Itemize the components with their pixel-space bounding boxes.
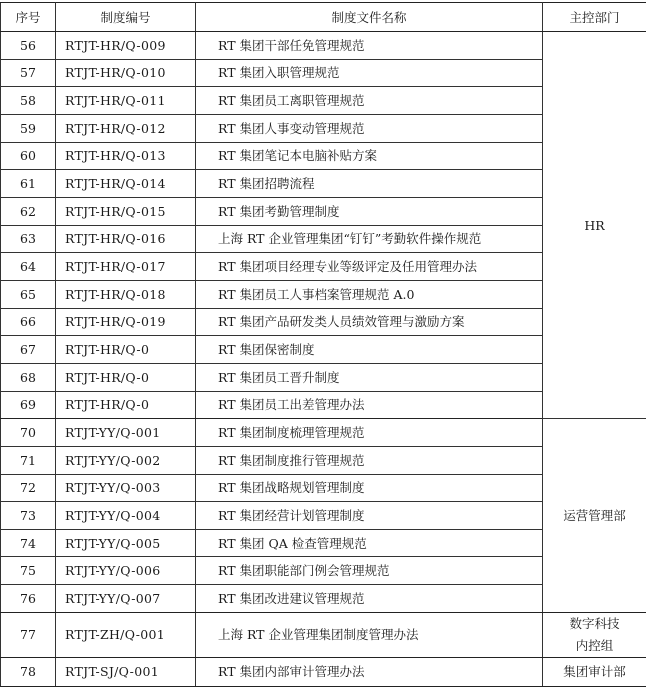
row-code: RTJT-YY/Q-003 bbox=[56, 474, 196, 502]
row-seq: 66 bbox=[1, 308, 56, 336]
row-seq: 76 bbox=[1, 585, 56, 613]
row-code: RTJT-HR/Q-0 bbox=[56, 336, 196, 364]
row-name: RT 集团项目经理专业等级评定及任用管理办法 bbox=[196, 253, 543, 281]
row-code: RTJT-HR/Q-014 bbox=[56, 170, 196, 198]
row-code: RTJT-HR/Q-0 bbox=[56, 363, 196, 391]
dept-cell-audit: 集团审计部 bbox=[543, 657, 646, 686]
row-seq: 68 bbox=[1, 363, 56, 391]
row-code: RTJT-HR/Q-016 bbox=[56, 225, 196, 253]
row-name: RT 集团人事变动管理规范 bbox=[196, 114, 543, 142]
row-code: RTJT-HR/Q-013 bbox=[56, 142, 196, 170]
row-name: RT 集团员工晋升制度 bbox=[196, 363, 543, 391]
row-seq: 72 bbox=[1, 474, 56, 502]
header-code: 制度编号 bbox=[56, 3, 196, 32]
row-name: RT 集团职能部门例会管理规范 bbox=[196, 557, 543, 585]
row-seq: 78 bbox=[1, 657, 56, 686]
row-name: RT 集团经营计划管理制度 bbox=[196, 502, 543, 530]
row-seq: 75 bbox=[1, 557, 56, 585]
row-name: RT 集团招聘流程 bbox=[196, 170, 543, 198]
dept-cell-hr: HR bbox=[543, 32, 646, 419]
row-name: RT 集团员工人事档案管理规范 A.0 bbox=[196, 280, 543, 308]
row-code: RTJT-HR/Q-019 bbox=[56, 308, 196, 336]
row-code: RTJT-YY/Q-002 bbox=[56, 446, 196, 474]
row-name: RT 集团员工离职管理规范 bbox=[196, 87, 543, 115]
row-name: RT 集团 QA 检查管理规范 bbox=[196, 529, 543, 557]
dept-cell-digital bbox=[543, 612, 646, 657]
row-code: RTJT-YY/Q-006 bbox=[56, 557, 196, 585]
table-row bbox=[1, 419, 646, 447]
row-code: RTJT-HR/Q-010 bbox=[56, 59, 196, 87]
row-seq: 62 bbox=[1, 197, 56, 225]
row-name: RT 集团战略规划管理制度 bbox=[196, 474, 543, 502]
row-code: RTJT-YY/Q-004 bbox=[56, 502, 196, 530]
row-seq: 56 bbox=[1, 32, 56, 60]
row-name: RT 集团制度推行管理规范 bbox=[196, 446, 543, 474]
row-seq: 69 bbox=[1, 391, 56, 419]
dept-cell-operations: 运营管理部 bbox=[543, 419, 646, 613]
row-name: RT 集团改进建议管理规范 bbox=[196, 585, 543, 613]
row-name: RT 集团干部任免管理规范 bbox=[196, 32, 543, 60]
row-code: RTJT-HR/Q-009 bbox=[56, 32, 196, 60]
table-row bbox=[1, 612, 646, 657]
row-code: RTJT-YY/Q-005 bbox=[56, 529, 196, 557]
row-seq: 58 bbox=[1, 87, 56, 115]
regulation-table bbox=[0, 2, 646, 687]
row-seq: 64 bbox=[1, 253, 56, 281]
row-code: RTJT-HR/Q-011 bbox=[56, 87, 196, 115]
table-body bbox=[1, 32, 646, 687]
row-seq: 63 bbox=[1, 225, 56, 253]
row-seq: 73 bbox=[1, 502, 56, 530]
row-code: RTJT-SJ/Q-001 bbox=[56, 657, 196, 686]
row-seq: 67 bbox=[1, 336, 56, 364]
row-name: 上海 RT 企业管理集团“钉钉”考勤软件操作规范 bbox=[196, 225, 543, 253]
row-name: 上海 RT 企业管理集团制度管理办法 bbox=[196, 612, 543, 657]
row-seq: 65 bbox=[1, 280, 56, 308]
row-seq: 59 bbox=[1, 114, 56, 142]
header-dept: 主控部门 bbox=[543, 3, 646, 32]
table-row bbox=[1, 32, 646, 60]
row-name: RT 集团入职管理规范 bbox=[196, 59, 543, 87]
row-name: RT 集团产品研发类人员绩效管理与激励方案 bbox=[196, 308, 543, 336]
row-seq: 60 bbox=[1, 142, 56, 170]
header-name: 制度文件名称 bbox=[196, 3, 543, 32]
row-seq: 74 bbox=[1, 529, 56, 557]
row-code: RTJT-ZH/Q-001 bbox=[56, 612, 196, 657]
row-code: RTJT-YY/Q-007 bbox=[56, 585, 196, 613]
row-code: RTJT-HR/Q-012 bbox=[56, 114, 196, 142]
row-code: RTJT-HR/Q-018 bbox=[56, 280, 196, 308]
row-name: RT 集团保密制度 bbox=[196, 336, 543, 364]
row-code: RTJT-HR/Q-0 bbox=[56, 391, 196, 419]
row-name: RT 集团考勤管理制度 bbox=[196, 197, 543, 225]
header-seq: 序号 bbox=[1, 3, 56, 32]
row-seq: 61 bbox=[1, 170, 56, 198]
row-name: RT 集团笔记本电脑补贴方案 bbox=[196, 142, 543, 170]
row-seq: 71 bbox=[1, 446, 56, 474]
row-name: RT 集团制度梳理管理规范 bbox=[196, 419, 543, 447]
table-row bbox=[1, 657, 646, 686]
row-name: RT 集团内部审计管理办法 bbox=[196, 657, 543, 686]
row-code: RTJT-HR/Q-017 bbox=[56, 253, 196, 281]
table-header-row bbox=[1, 3, 646, 32]
row-seq: 57 bbox=[1, 59, 56, 87]
row-seq: 70 bbox=[1, 419, 56, 447]
row-seq: 77 bbox=[1, 612, 56, 657]
row-name: RT 集团员工出差管理办法 bbox=[196, 391, 543, 419]
dept-line-2: 内控组 bbox=[575, 637, 614, 653]
row-code: RTJT-HR/Q-015 bbox=[56, 197, 196, 225]
dept-line-1: 数字科技 bbox=[569, 615, 620, 631]
row-code: RTJT-YY/Q-001 bbox=[56, 419, 196, 447]
